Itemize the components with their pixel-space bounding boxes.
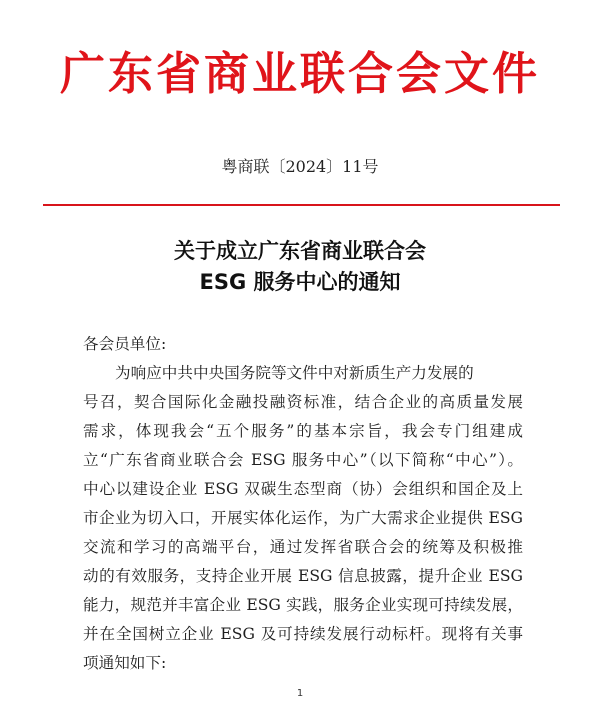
body-paragraph (83, 359, 523, 678)
body-line: 立“广东省商业联合会 ESG 服务中心”（以下简称“中心”）。 (83, 451, 523, 469)
body-line: 能力，规范并丰富企业 ESG 实践，服务企业实现可持续发展， (83, 596, 523, 614)
salutation: 各会员单位: (83, 335, 167, 353)
document-body (83, 330, 523, 678)
body-line: 中心以建设企业 ESG 双碳生态型商（协）会组织和国企及上 (83, 480, 523, 498)
title-line-2: ESG 服务中心的通知 (199, 270, 401, 294)
red-divider-line (43, 204, 560, 206)
body-line: 动的有效服务，支持企业开展 ESG 信息披露，提升企业 ESG (83, 567, 523, 585)
document-title (0, 236, 600, 298)
body-line: 号召，契合国际化金融投融资标准，结合企业的高质量发展 (83, 393, 523, 411)
body-line: 为响应中共中央国务院等文件中对新质生产力发展的 (115, 364, 474, 382)
body-line: 交流和学习的高端平台，通过发挥省联合会的统筹及积极推 (83, 538, 523, 556)
page-number: 1 (296, 688, 304, 699)
body-line: 需求，体现我会“五个服务”的基本宗旨，我会专门组建成 (83, 422, 523, 440)
body-line: 市企业为切入口，开展实体化运作，为广大需求企业提供 ESG (83, 509, 523, 527)
body-line: 并在全国树立企业 ESG 及可持续发展行动标杆。现将有关事 (83, 625, 523, 643)
issuing-organization-title: 广东省商业联合会文件 (59, 47, 540, 100)
document-number: 粤商联〔2024〕11号 (221, 157, 379, 176)
title-line-1: 关于成立广东省商业联合会 (174, 239, 426, 263)
body-line: 项通知如下: (83, 654, 167, 672)
